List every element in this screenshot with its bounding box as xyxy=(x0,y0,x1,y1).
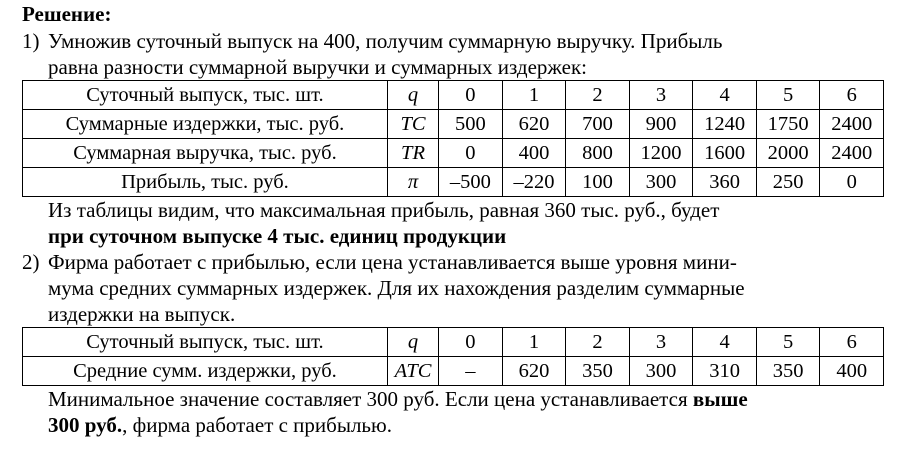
average-cost-table xyxy=(22,327,884,386)
table-row xyxy=(23,168,884,197)
table-cell: –220 xyxy=(502,168,566,197)
table-cell: 1240 xyxy=(693,110,757,139)
table-cell: 2400 xyxy=(820,110,884,139)
part-1-conclusion xyxy=(48,197,890,249)
table-cell: 1600 xyxy=(693,139,757,168)
row-symbol: ATC xyxy=(387,357,438,386)
part-1-number: 1) xyxy=(22,29,40,53)
table-cell: 300 xyxy=(629,357,693,386)
table-cell: – xyxy=(439,357,503,386)
row-label: Суммарные издержки, тыс. руб. xyxy=(23,110,388,139)
part-2-intro xyxy=(48,249,890,327)
table-cell: 700 xyxy=(566,110,630,139)
table-cell: 3 xyxy=(629,81,693,110)
row-label: Суммарная выручка, тыс. руб. xyxy=(23,139,388,168)
row-label: Прибыль, тыс. руб. xyxy=(23,168,388,197)
solution-part-1 xyxy=(22,28,890,249)
part-1-intro-line-2: равна разности суммарной выручки и суммарных издержек: xyxy=(48,55,588,79)
row-symbol: q xyxy=(387,81,438,110)
part-2-conclusion-bold-1: выше xyxy=(692,387,748,411)
row-label: Суточный выпуск, тыс. шт. xyxy=(23,328,388,357)
row-symbol: TC xyxy=(387,110,438,139)
table-cell: 1200 xyxy=(629,139,693,168)
part-1-conclusion-line-1: Из таблицы видим, что максимальная прибыль, равная 360 тыс. руб., будет xyxy=(48,198,720,222)
part-1-conclusion-bold: при суточном выпуске 4 тыс. единиц продукции xyxy=(48,224,507,248)
table-cell: 4 xyxy=(693,81,757,110)
row-label: Суточный выпуск, тыс. шт. xyxy=(23,81,388,110)
table-cell: 400 xyxy=(502,139,566,168)
part-2-conclusion xyxy=(48,386,890,438)
table-cell: 500 xyxy=(439,110,503,139)
table-cell: –500 xyxy=(439,168,503,197)
table-cell: 620 xyxy=(502,110,566,139)
table-cell: 5 xyxy=(756,81,820,110)
solution-page xyxy=(22,0,890,438)
table-cell: 2000 xyxy=(756,139,820,168)
table-cell: 300 xyxy=(629,168,693,197)
row-symbol: q xyxy=(387,328,438,357)
row-symbol: π xyxy=(387,168,438,197)
table-cell: 2400 xyxy=(820,139,884,168)
table-cell: 0 xyxy=(439,81,503,110)
table-cell: 900 xyxy=(629,110,693,139)
table-cell: 2 xyxy=(566,81,630,110)
table-cell: 5 xyxy=(756,328,820,357)
row-symbol: TR xyxy=(387,139,438,168)
table-row xyxy=(23,81,884,110)
table-cell: 4 xyxy=(693,328,757,357)
part-2-intro-line-1: Фирма работает с прибылью, если цена устанавливается выше уровня мини- xyxy=(48,250,737,274)
table-cell: 3 xyxy=(629,328,693,357)
part-2-conclusion-line-2 xyxy=(48,412,890,438)
table-cell: 0 xyxy=(439,139,503,168)
table-cell: 800 xyxy=(566,139,630,168)
table-cell: 0 xyxy=(820,168,884,197)
table-cell: 620 xyxy=(502,357,566,386)
table-cell: 2 xyxy=(566,328,630,357)
table-row xyxy=(23,357,884,386)
table-cell: 310 xyxy=(693,357,757,386)
part-2-intro-line-3: издержки на выпуск. xyxy=(48,302,236,326)
part-2-conclusion-bold-2: 300 руб. xyxy=(48,413,123,437)
part-2-conclusion-text-a: Минимальное значение составляет 300 руб. Если цена устанавливается xyxy=(48,387,688,411)
solution-heading: Решение: xyxy=(22,2,112,26)
table-row xyxy=(23,139,884,168)
part-1-intro-line-1 xyxy=(48,28,890,54)
table-cell: 360 xyxy=(693,168,757,197)
table-cell: 6 xyxy=(820,81,884,110)
part-2-number: 2) xyxy=(22,250,40,274)
table-cell: 1 xyxy=(502,81,566,110)
table-cell: 6 xyxy=(820,328,884,357)
part-1-intro-text-1: Умножив суточный выпуск на 400, получим суммарную выручку. Прибыль xyxy=(48,29,723,53)
table-row xyxy=(23,110,884,139)
part-2-intro-line-2: мума средних суммарных издержек. Для их нахождения разделим суммарные xyxy=(48,276,745,300)
solution-part-2 xyxy=(22,249,890,438)
table-cell: 1750 xyxy=(756,110,820,139)
table-cell: 400 xyxy=(820,357,884,386)
part-2-conclusion-line-1 xyxy=(48,386,890,412)
table-cell: 1 xyxy=(502,328,566,357)
profit-table xyxy=(22,80,884,197)
table-cell: 250 xyxy=(756,168,820,197)
table-cell: 100 xyxy=(566,168,630,197)
table-row xyxy=(23,328,884,357)
table-cell: 350 xyxy=(756,357,820,386)
table-cell: 350 xyxy=(566,357,630,386)
table-cell: 0 xyxy=(439,328,503,357)
part-1-intro xyxy=(48,28,890,80)
part-2-conclusion-text-b: , фирма работает с прибылью. xyxy=(122,413,392,437)
row-label: Средние сумм. издержки, руб. xyxy=(23,357,388,386)
